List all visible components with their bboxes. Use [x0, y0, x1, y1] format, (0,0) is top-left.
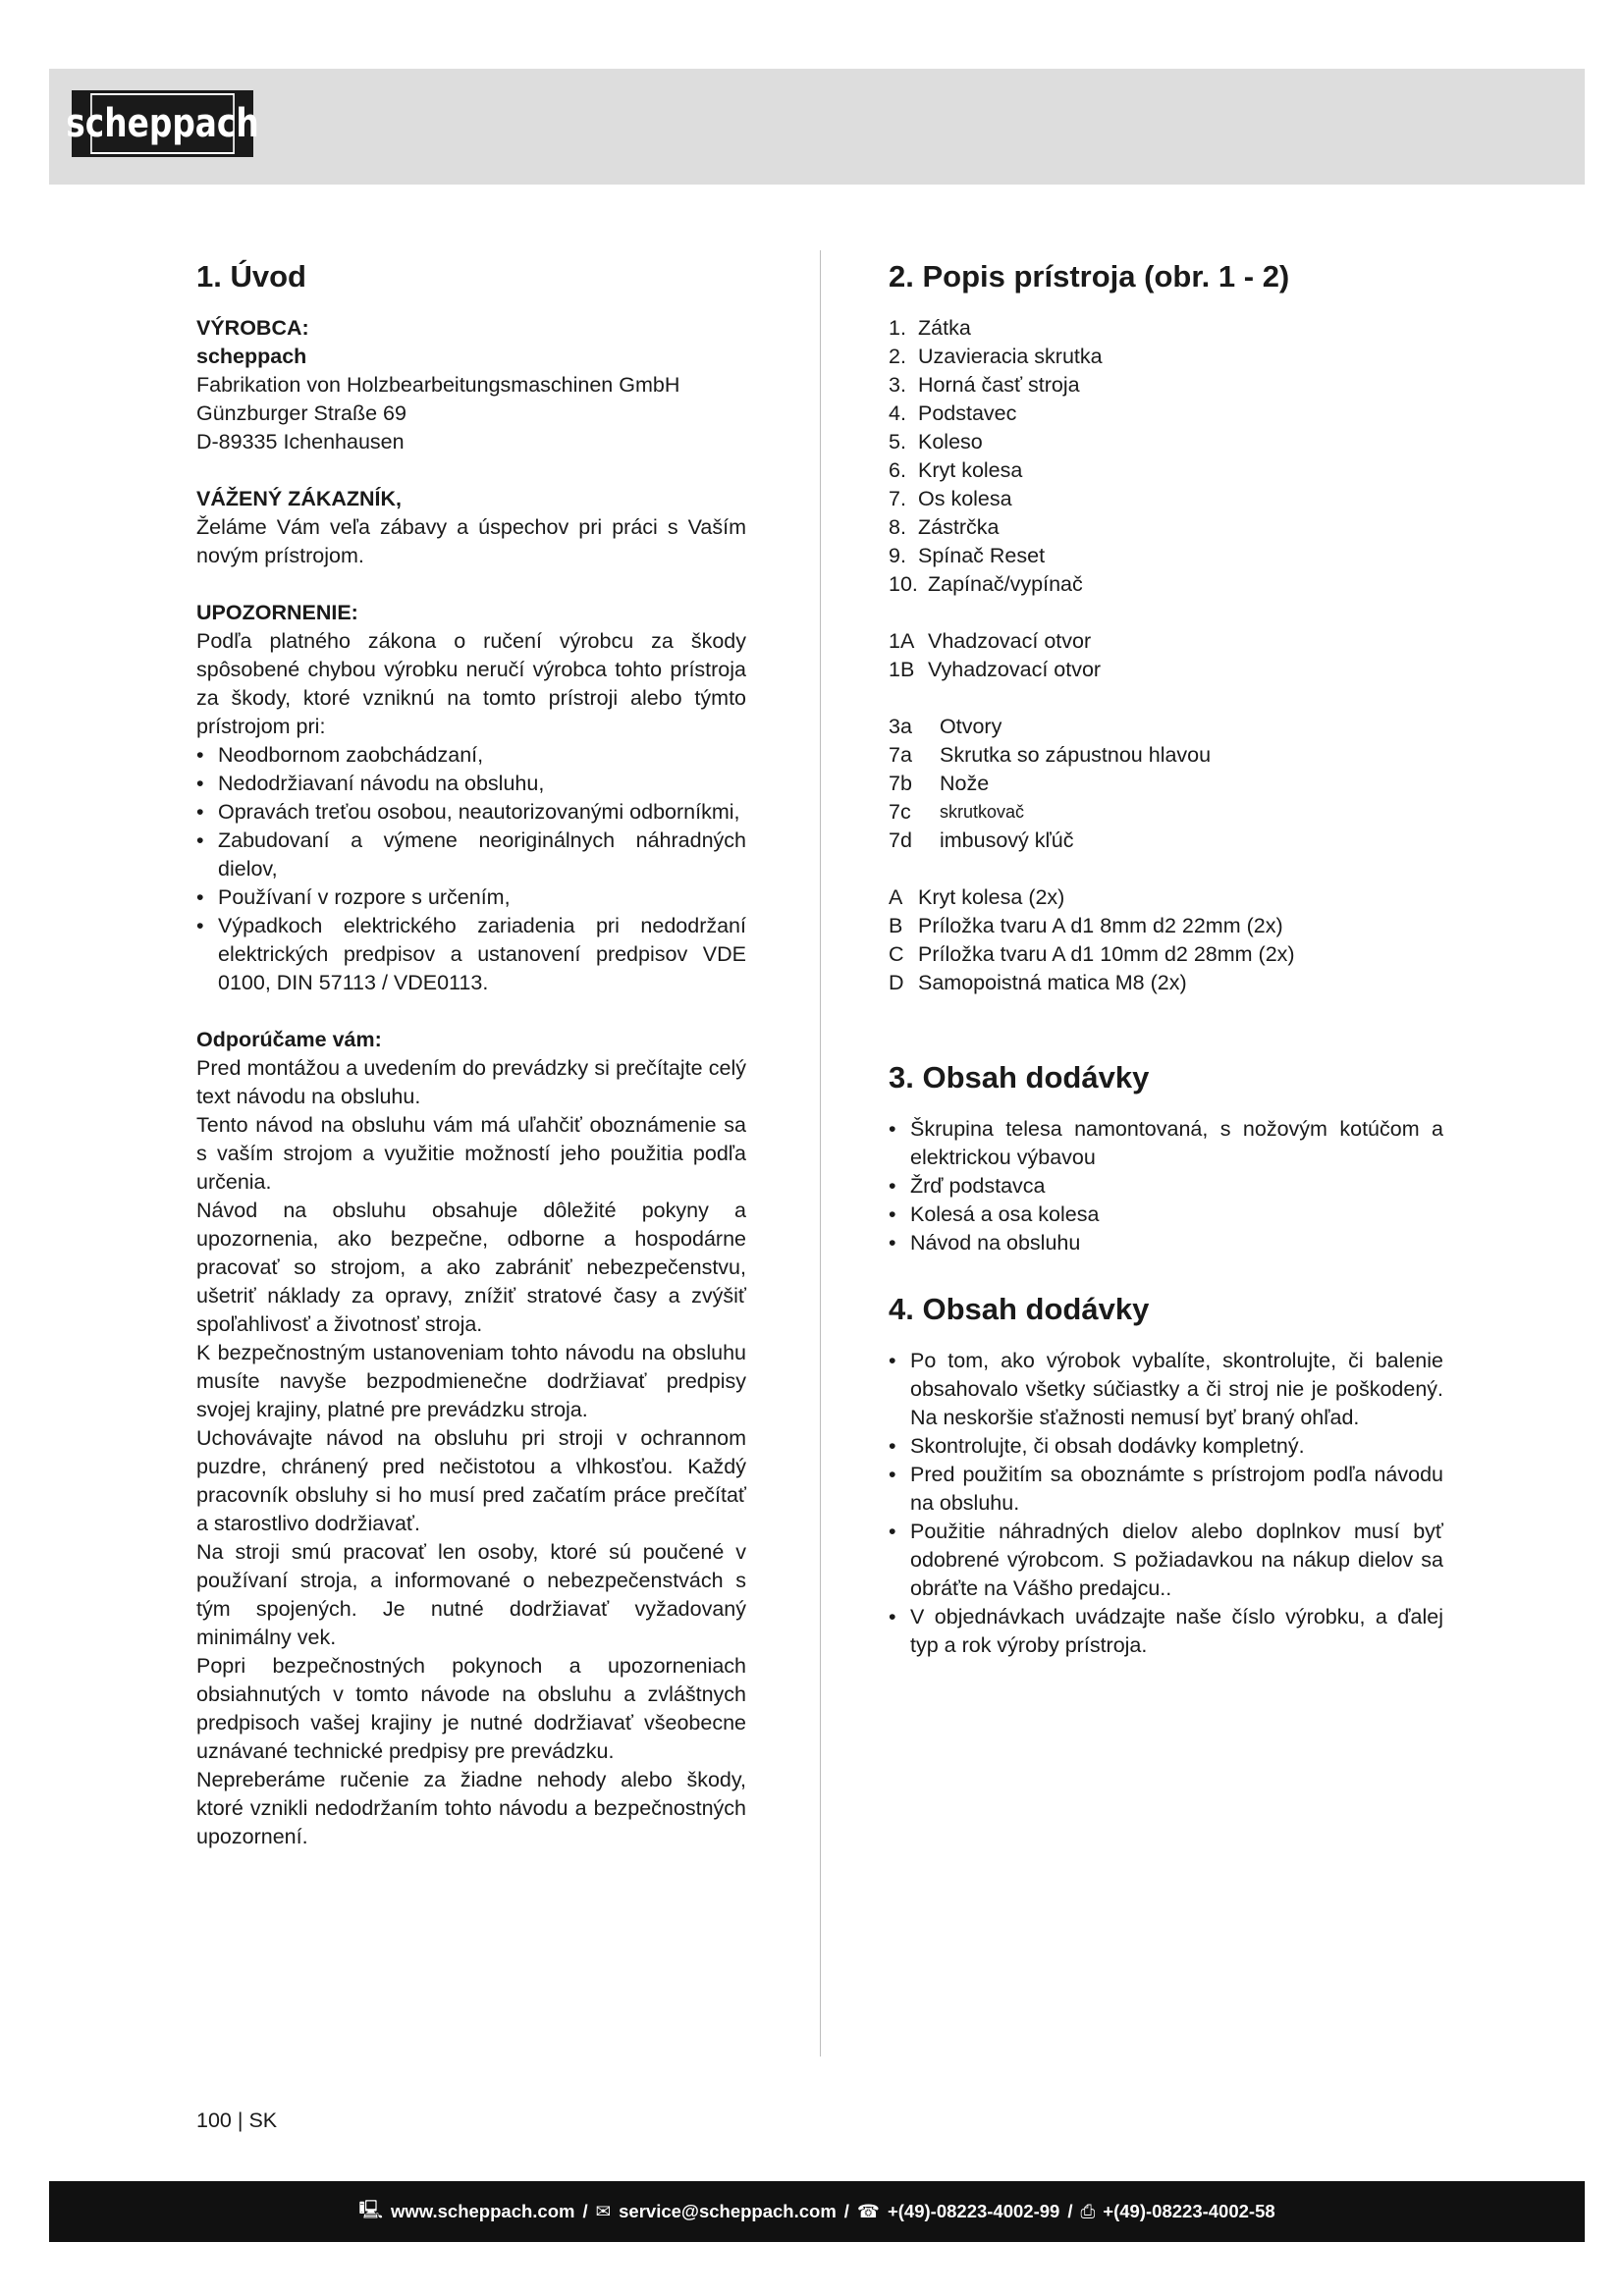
list-item: • Návod na obsluhu [889, 1229, 1443, 1257]
manufacturer-line: Fabrikation von Holzbearbeitungsmaschinen GmbH [196, 373, 680, 397]
recommend-block [196, 1026, 746, 1851]
page-number: 100 | SK [196, 2109, 278, 2132]
paragraph: Nepreberáme ručenie za žiadne nehody alebo škody, ktoré vznikli nedodržaním tohto návodu a bezpečnostných upozornení. [196, 1768, 746, 1848]
list-item: • Skontrolujte, či obsah dodávky kompletný. [889, 1432, 1443, 1461]
list-item: • V objednávkach uvádzajte naše číslo výrobku, a ďalej typ a rok výroby prístroja. [889, 1603, 1443, 1660]
monitor-icon: 🖳 [358, 2199, 384, 2219]
list-item: • Neodbornom zaobchádzaní, [196, 741, 746, 770]
list-item: 1B Vyhadzovací otvor [889, 658, 1102, 681]
footer-phone: +(49)-08223-4002-99 [887, 2201, 1060, 2221]
list-item: 4. Podstavec [889, 401, 1017, 425]
paragraph: Popri bezpečnostných pokynoch a upozorneniach obsiahnutých v tomto návode na obsluhu a zvláštnych predpisoch vašej krajiny je nutné dodržiavať všeobecne uznávané technické predpisy pre prevádzku. [196, 1654, 746, 1763]
notice-text: Podľa platného zákona o ručení výrobcu za škody spôsobené chybou výrobku neručí výrobca tohto prístroja za škody, ktoré vzniknú na tomto prístroji alebo týmto prístrojom pri: [196, 629, 746, 738]
page-number-value: 100 [196, 2109, 232, 2132]
list-item: 3. Horná časť stroja [889, 373, 1080, 397]
list-item: 5. Koleso [889, 430, 983, 454]
list-item: 1. Zátka [889, 316, 971, 340]
footer-fax: +(49)-08223-4002-58 [1103, 2201, 1275, 2221]
intro-heading: 1. Úvod [196, 259, 306, 294]
list-item: 2. Uzavieracia skrutka [889, 345, 1103, 368]
list-item: • Po tom, ako výrobok vybalíte, skontrolujte, či balenie obsahovalo všetky súčiastky a či stroj nie je poškodený. Na neskoršie sťažnosti nemusí byť braný ohľad. [889, 1347, 1443, 1432]
scope-list [889, 1115, 1443, 1257]
scope2-list [889, 1347, 1443, 1660]
footer-contact-bar: 🖳 www.scheppach.com / ✉ service@scheppach.com / ☎ +(49)-08223-4002-99 / ⎙ +(49)-08223-4002-58 [49, 2181, 1585, 2242]
customer-block [196, 485, 746, 570]
scope2-heading: 4. Obsah dodávky [889, 1292, 1150, 1326]
list-item: C Príložka tvaru A d1 10mm d2 28mm (2x) [889, 942, 1295, 966]
manufacturer-label: VÝROBCA: [196, 316, 309, 340]
list-item: • Škrupina telesa namontovaná, s nožovým kotúčom a elektrickou výbavou [889, 1115, 1443, 1172]
list-item: • Zabudovaní a výmene neoriginálnych náhradných dielov, [196, 827, 746, 883]
paragraph: Na stroji smú pracovať len osoby, ktoré sú poučené v používaní stroja, a informované o nebezpečenstvách s tým spojených. Je nutné dodržiavať vyžadovaný minimálny vek. [196, 1540, 746, 1649]
accessories-list [889, 883, 1443, 997]
right-column [889, 253, 1443, 1660]
list-item: • Nedodržiavaní návodu na obsluhu, [196, 770, 746, 798]
list-item: 6. Kryt kolesa [889, 458, 1023, 482]
notice-block [196, 599, 746, 997]
paragraph: Tento návod na obsluhu vám má uľahčiť oboznámenie sa s vaším strojom a využitie možností jeho použitia podľa určenia. [196, 1113, 746, 1194]
scope-heading: 3. Obsah dodávky [889, 1060, 1150, 1095]
list-item: • Žrď podstavca [889, 1172, 1443, 1201]
list-item: 7b Nože [889, 772, 990, 795]
header-band [49, 69, 1585, 185]
list-item: 7a Skrutka so zápustnou hlavou [889, 743, 1212, 767]
logo-text: scheppach [90, 93, 235, 154]
list-item: 3a Otvory [889, 715, 1002, 738]
list-item: 8. Zástrčka [889, 515, 1000, 539]
left-column [196, 253, 746, 1851]
list-item: • Používaní v rozpore s určením, [196, 883, 746, 912]
parts-numbered-list [889, 314, 1443, 599]
list-item: 7. Os kolesa [889, 487, 1012, 510]
notice-label: UPOZORNENIE: [196, 601, 358, 624]
openings-list [889, 627, 1443, 684]
manufacturer-name: scheppach [196, 345, 307, 368]
paragraph: Uchovávajte návod na obsluhu pri stroji v ochrannom puzdre, chránený pred nečistotou a vlhkosťou. Každý pracovník obsluhy si ho musí pred začatím práce prečítať a starostlivo dodržiavať. [196, 1426, 746, 1535]
phone-icon: ☎ [856, 2201, 880, 2221]
description-heading: 2. Popis prístroja (obr. 1 - 2) [889, 259, 1290, 294]
list-item: 10. Zapínač/vypínač [889, 572, 1083, 596]
notice-list [196, 741, 746, 997]
scheppach-logo [66, 90, 259, 157]
manufacturer-block [196, 314, 746, 456]
list-item: 1A Vhadzovací otvor [889, 629, 1092, 653]
footer-email: service@scheppach.com [619, 2201, 837, 2221]
paragraph: Pred montážou a uvedením do prevádzky si prečítajte celý text návodu na obsluhu. [196, 1056, 746, 1108]
recommend-label: Odporúčame vám: [196, 1028, 382, 1051]
customer-text: Želáme Vám veľa zábavy a úspechov pri práci s Vaším novým prístrojom. [196, 515, 746, 567]
list-item: • Opravách treťou osobou, neautorizovanými odborníkmi, [196, 798, 746, 827]
list-item: D Samopoistná matica M8 (2x) [889, 971, 1187, 994]
list-item: 7c skrutkovač [889, 800, 1025, 824]
paragraph: Návod na obsluhu obsahuje dôležité pokyny a upozornenia, ako bezpečne, odborne a hospodárne pracovať so strojom, a ako zabrániť nebezpečenstvu, ušetriť náklady za opravy, znížiť stratové časy a zvýšiť spoľahlivosť a životnosť stroja. [196, 1199, 746, 1336]
manufacturer-line: D-89335 Ichenhausen [196, 430, 405, 454]
list-item: • Použitie náhradných dielov alebo doplnkov musí byť odobrené výrobcom. S požiadavkou na nákup dielov sa obráťte na Vášho predajcu.. [889, 1518, 1443, 1603]
fax-icon: ⎙ [1080, 2201, 1096, 2221]
list-item: 7d imbusový kľúč [889, 828, 1074, 852]
page-language: SK [248, 2109, 278, 2132]
mail-icon: ✉ [595, 2201, 612, 2221]
paragraph: K bezpečnostným ustanoveniam tohto návodu na obsluhu musíte navyše bezpodmienečne dodržiavať predpisy svojej krajiny, platné pre prevádzku stroja. [196, 1341, 746, 1421]
list-item: • Kolesá a osa kolesa [889, 1201, 1443, 1229]
list-item: • Výpadkoch elektrického zariadenia pri nedodržaní elektrických predpisov a ustanovení predpisov VDE 0100, DIN 57113 / VDE0113. [196, 912, 746, 997]
customer-label: VÁŽENÝ ZÁKAZNÍK, [196, 487, 403, 510]
list-item: B Príložka tvaru A d1 8mm d2 22mm (2x) [889, 914, 1283, 937]
list-item: 9. Spínač Reset [889, 544, 1046, 567]
list-item: • Pred použitím sa oboznámte s prístrojom podľa návodu na obsluhu. [889, 1461, 1443, 1518]
column-divider [820, 250, 821, 2056]
manufacturer-line: Günzburger Straße 69 [196, 401, 406, 425]
footer-web: www.scheppach.com [391, 2201, 575, 2221]
parts-code-list [889, 713, 1443, 855]
list-item: A Kryt kolesa (2x) [889, 885, 1065, 909]
